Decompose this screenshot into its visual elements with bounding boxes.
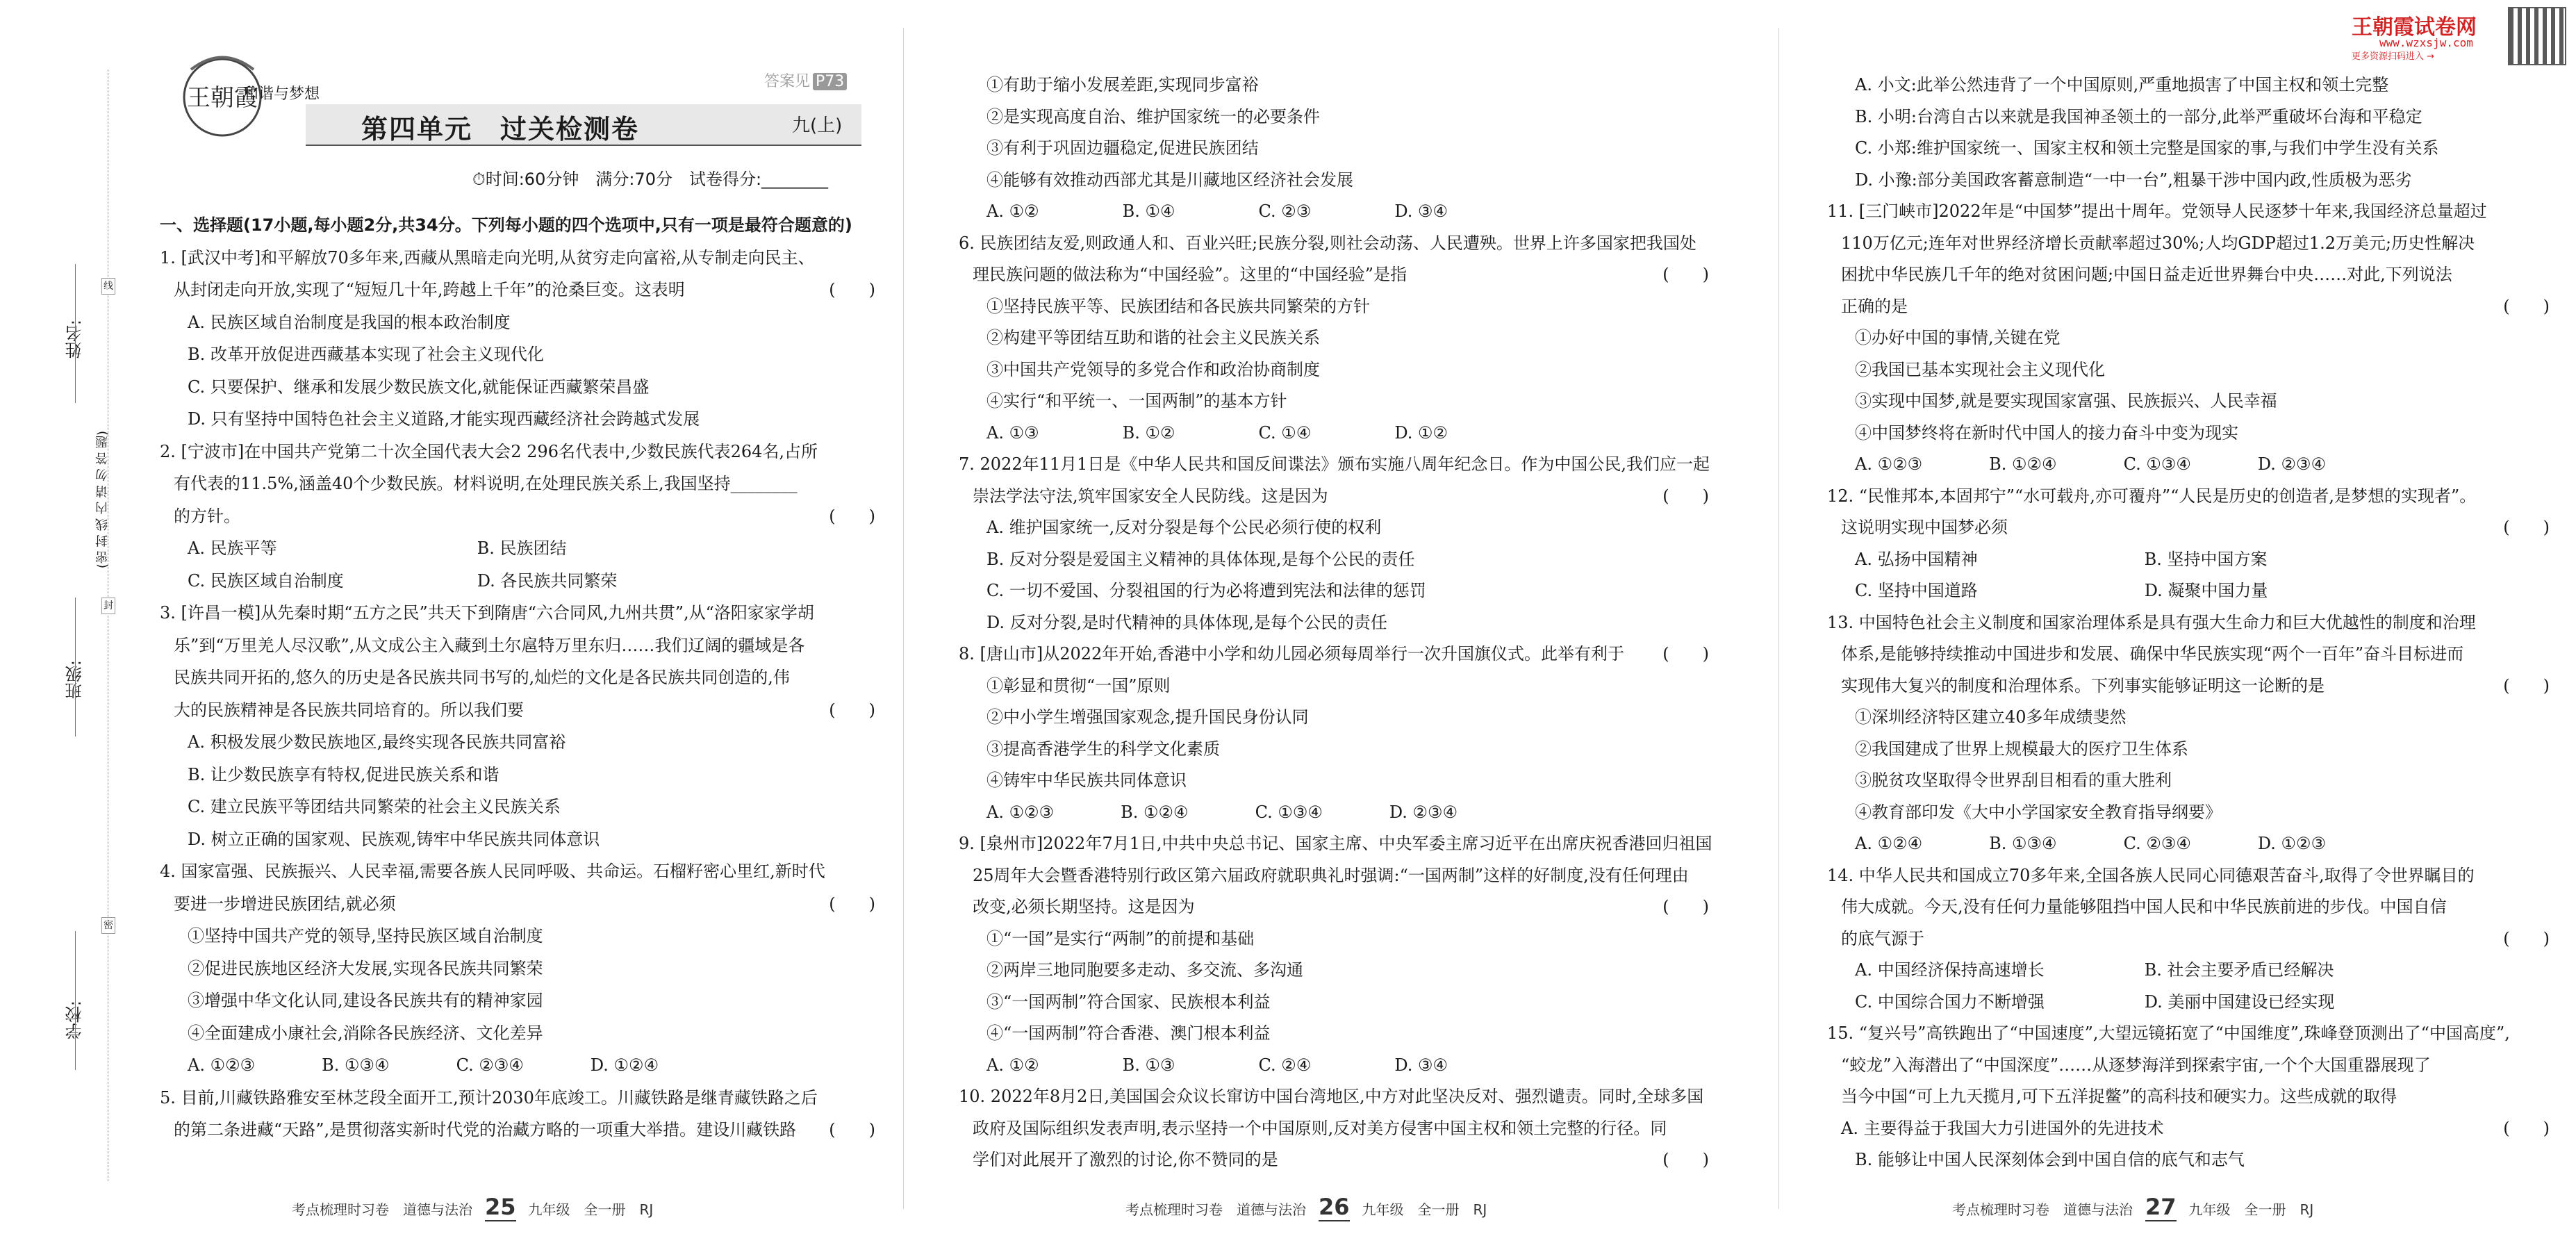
page-number: 26 [1319, 1194, 1350, 1220]
question-text-line: 政府及国际组织发表声明,表示坚持一个中国原则,反对美方侵害中国主权和领土完整的行径。同 [973, 1118, 1667, 1138]
footer-grade: 九年级 全一册 RJ [528, 1201, 654, 1218]
question-text-line: A. ①③ B. ①② C. ①④ D. ①② [986, 422, 1448, 443]
question-text-line: ④能够有效推动西部尤其是川藏地区经济社会发展 [986, 170, 1353, 190]
seal-mark-secret: 密 [101, 917, 115, 934]
question-text-line: 的底气源于 [1841, 928, 1924, 948]
question-text-line: 体系,是能够持续推动中国进步和发展、确保中华民族实现“两个一百年”奋斗目标进而 [1841, 644, 2464, 664]
question-text-line: A. 民族平等 B. 民族团结 [188, 538, 567, 558]
footer-series: 考点梳理时习卷 道德与法治 [1952, 1201, 2133, 1218]
name-field-label: 姓名: [65, 320, 85, 359]
question-text-line: ④铸牢中华民族共同体意识 [986, 771, 1187, 790]
question-text-line: A. ①②③ B. ①②④ C. ①③④ D. ②③④ [1855, 454, 2327, 474]
answer-bracket[interactable]: ( ) [1662, 644, 1709, 664]
page-divider [903, 28, 904, 1209]
question-text-line: A. ①② B. ①③ C. ②④ D. ③④ [986, 1055, 1448, 1075]
question-text-line: 民族共同开拓的,悠久的历史是各民族共同书写的,灿烂的文化是各民族共同创造的,伟 [174, 668, 790, 687]
question-text-line: B. 让少数民族享有特权,促进民族关系和谐 [188, 764, 499, 784]
page-title: 第四单元 过关检测卷 [361, 114, 640, 145]
question-text-line: ④“一国两制”符合香港、澳门根本利益 [986, 1023, 1271, 1043]
question-text-line: 7. 2022年11月1日是《中华人民共和国反间谍法》颁布实施八周年纪念日。作为中国公民,我们应一起 [959, 454, 1710, 474]
question-text-line: 有代表的11.5%,涵盖40个少数民族。材料说明,在处理民族关系上,我国坚持________ [174, 474, 798, 493]
question-text-line: ①办好中国的事情,关键在党 [1855, 328, 2061, 347]
school-field-label: 学校: [65, 1001, 85, 1040]
footer-grade: 九年级 全一册 RJ [2188, 1201, 2314, 1218]
question-text-line: ②构建平等团结互助和谐的社会主义民族关系 [986, 328, 1320, 347]
question-text-line: 大的民族精神是各民族共同培育的。所以我们要 [174, 700, 524, 720]
page-27-content [1827, 0, 2563, 1243]
watermark-url: www.wzxsjw.com [2379, 36, 2473, 49]
question-text-line: A. ①②④ B. ①③④ C. ②③④ D. ①②③ [1855, 834, 2327, 853]
question-text-line: 从封闭走向开放,实现了“短短几十年,跨越上千年”的沧桑巨变。这表明 [174, 280, 685, 299]
exam-meta: ⏱时间:60分钟 满分:70分 试卷得分:________ [472, 170, 829, 189]
question-text-line: ④全面建成小康社会,消除各民族经济、文化差异 [188, 1023, 543, 1043]
question-text-line: ④教育部印发《大中小学国家安全教育指导纲要》 [1855, 802, 2222, 822]
question-text-line: ②我国已基本实现社会主义现代化 [1855, 359, 2105, 379]
answer-bracket[interactable]: ( ) [829, 506, 875, 526]
question-text-line: A. ①② B. ①④ C. ②③ D. ③④ [986, 201, 1448, 221]
answer-ref-label: 答案见 [764, 73, 811, 90]
question-text-line: 13. 中国特色社会主义制度和国家治理体系是具有强大生命力和巨大优越性的制度和治理 [1827, 612, 2476, 632]
question-text-line: C. 中国综合国力不断增强 D. 美丽中国建设已经实现 [1855, 991, 2335, 1012]
watermark-subtitle: 更多资源扫码进入 → [2352, 51, 2435, 62]
question-text-line: 1. [武汉中考]和平解放70多年来,西藏从黑暗走向光明,从贫穷走向富裕,从专制走向民主、 [160, 247, 815, 267]
question-text-line: ②两岸三地同胞要多走动、多交流、多沟通 [986, 960, 1303, 980]
question-text-line: ②促进民族地区经济大发展,实现各民族共同繁荣 [188, 958, 543, 978]
question-text-line: 这说明实现中国梦必须 [1841, 518, 2008, 537]
question-text-line: ③有利于巩固边疆稳定,促进民族团结 [986, 138, 1259, 158]
question-text-line: 10. 2022年8月2日,美国国会众议长窜访中国台湾地区,中方对此坚决反对、强烈谴责。同时,全球多国 [959, 1087, 1704, 1106]
question-text-line: 崇法学法守法,筑牢国家安全人民防线。这是因为 [973, 486, 1328, 506]
question-text-line: 的方针。 [174, 506, 240, 526]
answer-bracket[interactable]: ( ) [2503, 1118, 2550, 1138]
page-number: 27 [2145, 1194, 2177, 1220]
answer-bracket[interactable]: ( ) [2503, 675, 2550, 695]
question-text-line: A. 民族区域自治制度是我国的根本政治制度 [188, 312, 511, 332]
grade-badge: 九(上) [792, 115, 843, 136]
question-text-line: A. 积极发展少数民族地区,最终实现各民族共同富裕 [188, 732, 566, 752]
question-text-line: ④实行“和平统一、一国两制”的基本方针 [986, 391, 1287, 411]
page-25-content [160, 0, 889, 1243]
question-text-line: ②是实现高度自治、维护国家统一的必要条件 [986, 106, 1320, 126]
answer-page-badge: P73 [813, 73, 847, 90]
class-input-line[interactable] [75, 598, 76, 736]
question-text-line: B. 小明:台湾自古以来就是我国神圣领土的一部分,此举严重破坏台海和平稳定 [1855, 106, 2422, 126]
answer-bracket[interactable]: ( ) [2503, 296, 2550, 316]
question-text-line: 15. “复兴号”高铁跑出了“中国速度”,大望远镜拓宽了“中国维度”,珠峰登顶测出了“中国高度”, [1827, 1023, 2510, 1043]
question-text-line: ①“一国”是实行“两制”的前提和基础 [986, 928, 1255, 948]
question-text-line: ①坚持民族平等、民族团结和各民族共同繁荣的方针 [986, 296, 1370, 316]
question-text-line: 25周年大会暨香港特别行政区第六届政府就职典礼时强调:“一国两制”这样的好制度,没有任何理由 [973, 865, 1689, 885]
class-field-label: 班级: [65, 660, 85, 700]
footer-series: 考点梳理时习卷 道德与法治 [1125, 1201, 1306, 1218]
question-text-line: ③增强中华文化认同,建设各民族共有的精神家园 [188, 991, 543, 1010]
seal-warning: (密 封 线 内 请 勿 答 题) [95, 431, 110, 569]
question-text-line: A. 维护国家统一,反对分裂是每个公民必须行使的权利 [986, 518, 1382, 537]
answer-bracket[interactable]: ( ) [1662, 1150, 1709, 1169]
question-text-line: 3. [许昌一模]从先秦时期“五方之民”共天下到隋唐“六合同风,九州共贯”,从“洛阳家家学胡 [160, 603, 814, 623]
footer-grade: 九年级 全一册 RJ [1362, 1201, 1487, 1218]
question-text-line: ③中国共产党领导的多党合作和政治协商制度 [986, 359, 1320, 379]
question-text-line: 要进一步增进民族团结,就必须 [174, 894, 396, 914]
question-text-line: ①深圳经济特区建立40多年成绩斐然 [1855, 707, 2127, 727]
question-text-line: 的第二条进藏“天路”,是贯彻落实新时代党的治藏方略的一项重大举措。建设川藏铁路 [174, 1120, 797, 1139]
question-text-line: 12. “民惟邦本,本固邦宁”“水可载舟,亦可覆舟”“人民是历史的创造者,是梦想的实现者”。 [1827, 486, 2477, 506]
question-text-line: D. 反对分裂,是时代精神的具体体现,是每个公民的责任 [986, 612, 1387, 632]
answer-bracket[interactable]: ( ) [1662, 897, 1709, 916]
question-text-line: ③“一国两制”符合国家、民族根本利益 [986, 991, 1271, 1012]
question-text-line: C. 一切不爱国、分裂祖国的行为必将遭到宪法和法律的惩罚 [986, 581, 1426, 600]
question-text-line: ③提高香港学生的科学文化素质 [986, 739, 1220, 759]
question-text-line: 6. 民族团结友爱,则政通人和、百业兴旺;民族分裂,则社会动荡、人民遭殃。世界上许多国家把我国处 [959, 233, 1696, 253]
footer-page-27 [1952, 1194, 2313, 1220]
name-input-line[interactable] [75, 264, 76, 403]
question-text-line: C. 小郑:维护国家统一、国家主权和领土完整是国家的事,与我们中学生没有关系 [1855, 138, 2439, 158]
question-text-line: 9. [泉州市]2022年7月1日,中共中央总书记、国家主席、中央军委主席习近平在出席庆祝香港回归祖国 [959, 834, 1712, 853]
question-text-line: ①彰显和贯彻“一国”原则 [986, 675, 1171, 695]
footer-series: 考点梳理时习卷 道德与法治 [292, 1201, 472, 1218]
question-text-line: ①有助于缩小发展差距,实现同步富裕 [986, 75, 1259, 94]
question-text-line: 4. 国家富强、民族振兴、人民幸福,需要各族人民同呼吸、共命运。石榴籽密心里红,新时代 [160, 862, 825, 881]
footer-page-26 [1125, 1194, 1487, 1220]
answer-bracket[interactable]: ( ) [1662, 265, 1709, 284]
question-text-line: A. 小文:此举公然违背了一个中国原则,严重地损害了中国主权和领土完整 [1855, 75, 2389, 94]
question-text-line: B. 反对分裂是爱国主义精神的具体体现,是每个公民的责任 [986, 549, 1415, 569]
question-text-line: 正确的是 [1841, 296, 1908, 316]
question-text-line: 乐”到“万里羌人尽汉歌”,从文成公主入藏到土尔扈特万里东归……我们辽阔的疆域是各 [174, 635, 805, 655]
answer-bracket[interactable]: ( ) [829, 894, 875, 914]
question-text-line: 伟大成就。今天,没有任何力量能够阻挡中国人民和中华民族前进的步伐。中国自信 [1841, 897, 2447, 916]
question-text-line: 2. [宁波市]在中国共产党第二十次全国代表大会2 296名代表中,少数民族代表264名,占所 [160, 441, 818, 461]
question-text-line: ②我国建成了世界上规模最大的医疗卫生体系 [1855, 739, 2188, 759]
question-text-line: 困扰中华民族几千年的绝对贫困问题;中国日益走近世界舞台中央……对此,下列说法 [1841, 265, 2452, 284]
answer-bracket[interactable]: ( ) [829, 1120, 875, 1139]
school-input-line[interactable] [75, 931, 76, 1070]
question-text-line: “蛟龙”入海潜出了“中国深度”……从逐梦海洋到探索宇宙,一个个大国重器展现了 [1841, 1055, 2431, 1075]
question-text-line: A. 主要得益于我国大力引进国外的先进技术 [1841, 1118, 2164, 1138]
page-26-content [959, 0, 1723, 1243]
seal-mark-line: 线 [101, 278, 115, 295]
question-text-line: B. 能够让中国人民深刻体会到中国自信的底气和志气 [1855, 1150, 2245, 1169]
question-text-line: ②中小学生增强国家观念,提升国民身份认同 [986, 707, 1309, 727]
question-text-line: C. 建立民族平等团结共同繁荣的社会主义民族关系 [188, 797, 561, 816]
watermark-title: 王朝霞试卷网 [2352, 15, 2477, 40]
question-text-line: C. 只要保护、继承和发展少数民族文化,就能保证西藏繁荣昌盛 [188, 377, 650, 397]
question-text-line: D. 树立正确的国家观、民族观,铸牢中华民族共同体意识 [188, 829, 600, 849]
question-text-line: C. 坚持中国道路 D. 凝聚中国力量 [1855, 581, 2268, 600]
book-subtitle: 和谐与梦想 [243, 85, 320, 103]
answer-bracket[interactable]: ( ) [2503, 928, 2550, 948]
question-text-line: B. 改革开放促进西藏基本实现了社会主义现代化 [188, 345, 544, 364]
question-text-line: 实现伟大复兴的制度和治理体系。下列事实能够证明这一论断的是 [1841, 675, 2325, 695]
question-text-line: C. 民族区域自治制度 D. 各民族共同繁荣 [188, 570, 618, 591]
page-number: 25 [485, 1194, 516, 1220]
answer-bracket[interactable]: ( ) [1662, 486, 1709, 506]
question-text-line: D. 小豫:部分美国政客蓄意制造“一中一台”,粗暴干涉中国内政,性质极为恶劣 [1855, 170, 2412, 190]
question-text-line: ①坚持中国共产党的领导,坚持民族区域自治制度 [188, 926, 543, 946]
seal-mark-seal: 封 [101, 598, 115, 614]
answer-bracket[interactable]: ( ) [2503, 518, 2550, 537]
question-text-line: 理民族问题的做法称为“中国经验”。这里的“中国经验”是指 [973, 265, 1407, 284]
question-text-line: ③脱贫攻坚取得令世界刮目相看的重大胜利 [1855, 771, 2172, 790]
page-divider [1778, 28, 1779, 1209]
question-text-line: 8. [唐山市]从2022年开始,香港中小学和幼儿园必须每周举行一次升国旗仪式。此举有利于 [959, 644, 1624, 664]
section-heading: 一、选择题(17小题,每小题2分,共34分。下列每小题的四个选项中,只有一项是最符合题意的) [160, 215, 852, 235]
footer-page-25 [292, 1194, 653, 1220]
question-text-line: A. 弘扬中国精神 B. 坚持中国方案 [1855, 549, 2268, 569]
answer-bracket[interactable]: ( ) [829, 700, 875, 720]
question-text-line: ④中国梦终将在新时代中国人的接力奋斗中变为现实 [1855, 422, 2238, 443]
question-text-line: 110万亿元;连年对世界经济增长贡献率超过30%;人均GDP超过1.2万美元;历史性解决 [1841, 233, 2475, 253]
question-text-line: ③实现中国梦,就是要实现国家富强、民族振兴、人民幸福 [1855, 391, 2277, 411]
question-text-line: A. 中国经济保持高速增长 B. 社会主要矛盾已经解决 [1855, 960, 2334, 980]
question-text-line: A. ①②③ B. ①③④ C. ②③④ D. ①②④ [188, 1055, 659, 1075]
question-text-line: 14. 中华人民共和国成立70多年来,全国各族人民同心同德艰苦奋斗,取得了令世界瞩目的 [1827, 865, 2475, 885]
svg-text:王朝霞: 王朝霞 [187, 84, 258, 112]
question-text-line: A. ①②③ B. ①②④ C. ①③④ D. ②③④ [986, 802, 1458, 822]
question-text-line: 学们对此展开了激烈的讨论,你不赞同的是 [973, 1150, 1278, 1169]
question-text-line: 5. 目前,川藏铁路雅安至林芝段全面开工,预计2030年底竣工。川藏铁路是继青藏铁路之后 [160, 1087, 818, 1108]
question-text-line: 当今中国“可上九天揽月,可下五洋捉鳖”的高科技和硬实力。这些成就的取得 [1841, 1087, 2397, 1106]
question-text-line: 11. [三门峡市]2022年是“中国梦”提出十周年。党领导人民逐梦十年来,我国经济总量超过 [1827, 201, 2487, 221]
question-text-line: D. 只有坚持中国特色社会主义道路,才能实现西藏经济社会跨越式发展 [188, 409, 700, 429]
answer-bracket[interactable]: ( ) [829, 280, 875, 299]
question-text-line: 改变,必须长期坚持。这是因为 [973, 897, 1195, 916]
